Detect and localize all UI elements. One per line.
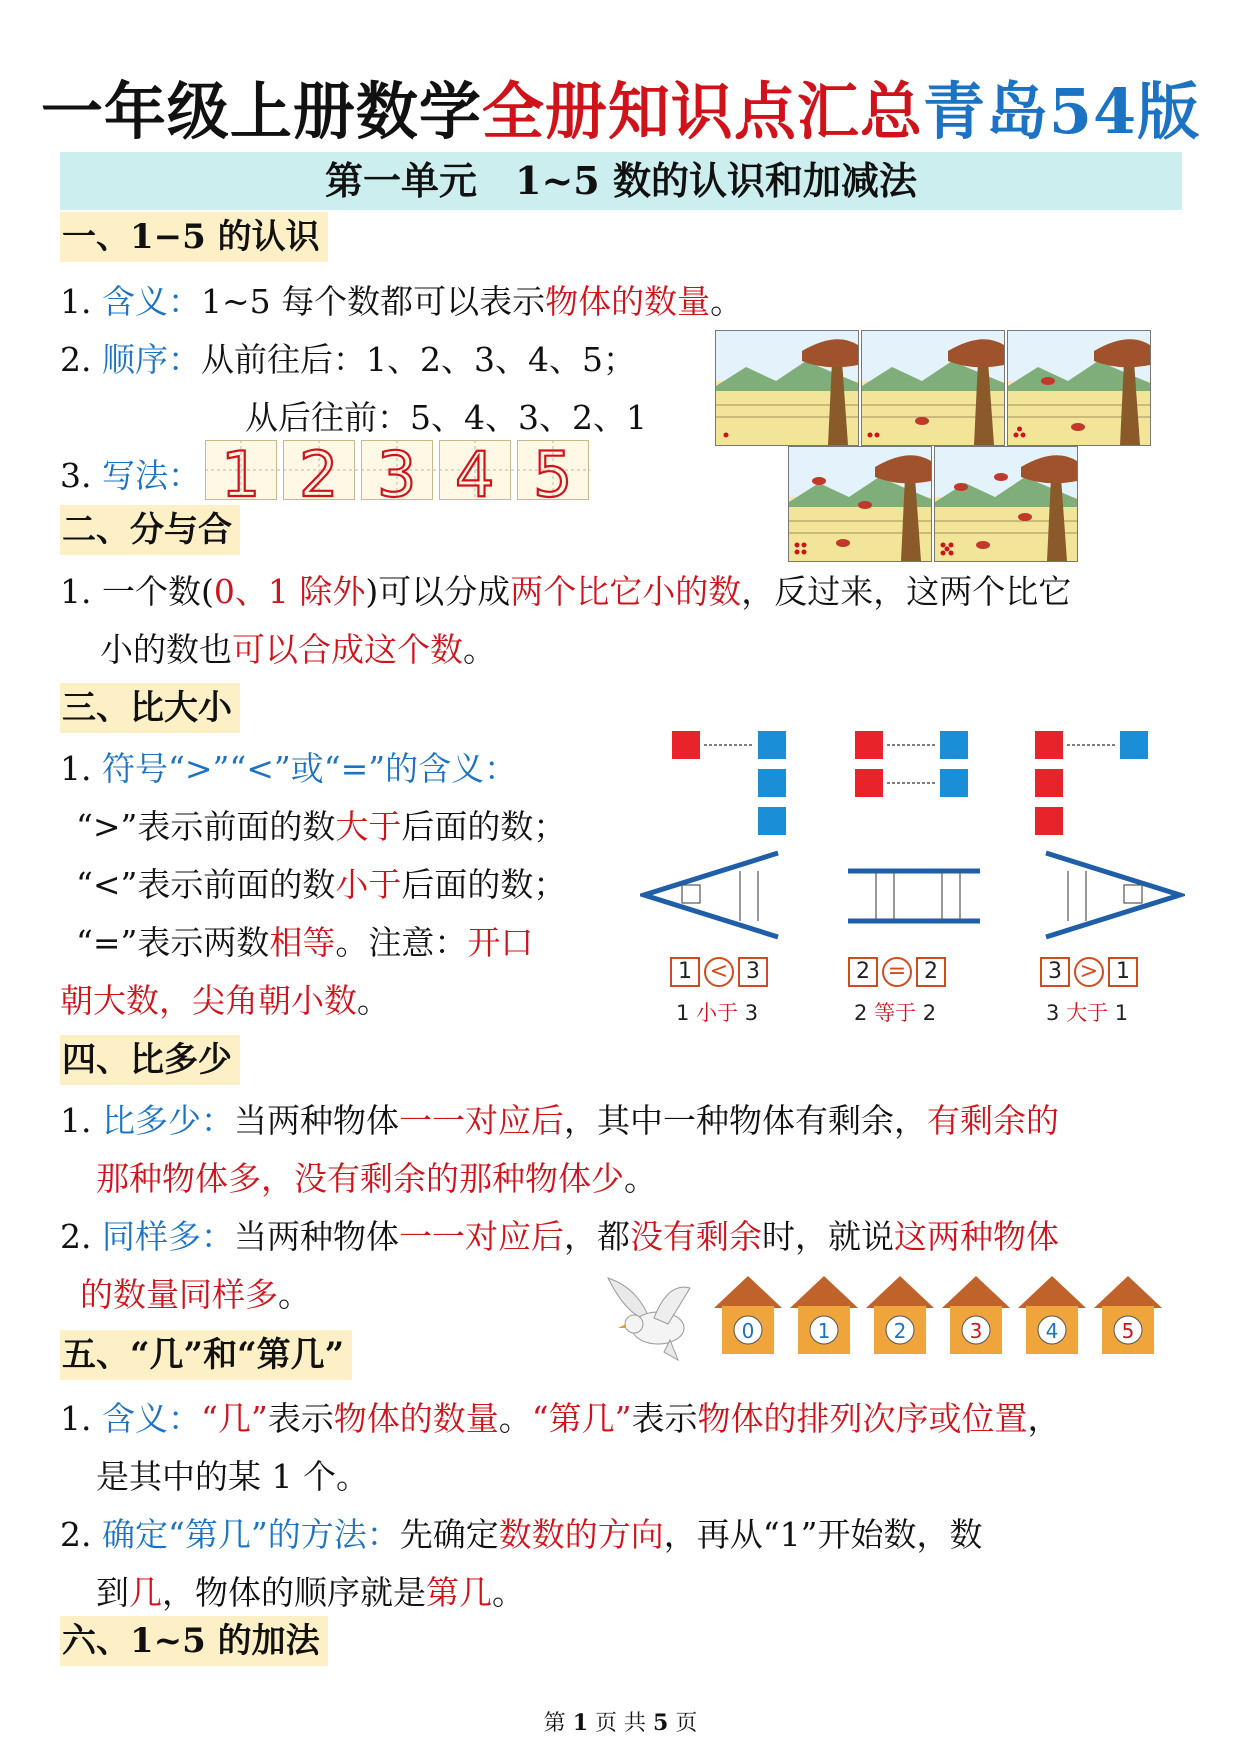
s5-line-2b: 到几，物体的顺序就是第几。 [96, 1573, 525, 1612]
compare-left-number: 1 [670, 957, 700, 987]
s3-line-1: 1. 符号“>”“<”或“=”的含义： [60, 749, 518, 788]
birdhouse [864, 1272, 936, 1358]
compare-diagrams [640, 725, 1185, 1030]
compare-left-number: 2 [848, 957, 878, 987]
section-heading-2: 二、分与合 [60, 505, 240, 555]
s4-line-2b: 的数量同样多。 [80, 1275, 311, 1314]
birdhouse-row [712, 1272, 1167, 1362]
birdhouse-number: 1 [817, 1319, 831, 1343]
section-heading-1: 一、1−5 的认识 [60, 212, 328, 262]
digit-2: 2 [299, 440, 339, 502]
birdhouse-number: 4 [1045, 1319, 1059, 1343]
s1-line-2b: 从后往前：5、4、3、2、1 [245, 398, 647, 437]
digit-writing-strip [205, 440, 595, 502]
compare-symbol: > [1074, 957, 1104, 987]
scene-illustration [861, 330, 1005, 446]
s4-line-2: 2. 同样多：当两种物体一一对应后，都没有剩余时，就说这两种物体 [60, 1217, 1059, 1256]
s5-line-1: 1. 含义：“几”表示物体的数量。“第几”表示物体的排列次序或位置， [60, 1399, 1061, 1438]
birdhouse [1092, 1272, 1164, 1358]
compare-left-number: 3 [1040, 957, 1070, 987]
counting-scenes [715, 330, 1155, 560]
birdhouse-number: 3 [969, 1319, 983, 1343]
birdhouse-number: 0 [741, 1319, 755, 1343]
birdhouse-number: 5 [1121, 1319, 1135, 1343]
compare-caption-3: 3 大于 1 [1046, 1001, 1129, 1025]
unit-heading-bar [60, 152, 1182, 210]
section-heading-6: 六、1~5 的加法 [60, 1616, 328, 1666]
s3-line-3: “<”表示前面的数小于后面的数； [76, 865, 567, 904]
s2-line-1: 1. 一个数(0、1 除外)可以分成两个比它小的数，反过来，这两个比它 [60, 572, 1072, 611]
digit-1: 1 [221, 440, 261, 502]
s2-line-1b: 小的数也可以合成这个数。 [100, 630, 496, 669]
section-heading-5: 五、“几”和“第几” [60, 1330, 352, 1380]
s3-line-2: “>”表示前面的数大于后面的数； [76, 807, 567, 846]
scene-illustration [715, 330, 859, 446]
s5-line-1b: 是其中的某 1 个。 [96, 1457, 369, 1496]
section-heading-4: 四、比多少 [60, 1035, 240, 1085]
scene-illustration [788, 446, 932, 562]
s4-line-1: 1. 比多少：当两种物体一一对应后，其中一种物体有剩余，有剩余的 [60, 1101, 1059, 1140]
s1-line-1: 1. 含义：1~5 每个数都可以表示物体的数量。 [60, 282, 744, 321]
compare-right-number: 1 [1108, 957, 1138, 987]
unit-heading: 第一单元 1~5 数的认识和加减法 [325, 158, 917, 203]
s3-line-4: “=”表示两数相等。注意：开口 [76, 923, 534, 962]
compare-right-number: 2 [916, 957, 946, 987]
s1-line-2: 2. 顺序：从前往后：1、2、3、4、5； [60, 340, 636, 379]
digit-3: 3 [377, 440, 417, 502]
birdhouse [712, 1272, 784, 1358]
compare-right-number: 3 [738, 957, 768, 987]
compare-symbol: < [704, 957, 734, 987]
page-footer: 第 1 页 共 5 页 [543, 1710, 698, 1736]
scene-illustration [1007, 330, 1151, 446]
birdhouse [940, 1272, 1012, 1358]
s3-line-5: 朝大数，尖角朝小数。 [60, 981, 390, 1020]
compare-caption-1: 1 小于 3 [676, 1001, 759, 1025]
s4-line-1b: 那种物体多，没有剩余的那种物体少。 [96, 1159, 657, 1198]
birdhouse [788, 1272, 860, 1358]
title-part3: 青岛54版 [922, 75, 1201, 148]
title-part2: 全册知识点汇总 [481, 75, 923, 148]
section-heading-3: 三、比大小 [60, 683, 240, 733]
page-total: 5 [653, 1710, 669, 1736]
page-title [0, 62, 1241, 151]
compare-caption-2: 2 等于 2 [854, 1001, 937, 1025]
digit-5: 5 [533, 440, 573, 502]
compare-symbol: = [882, 957, 912, 987]
birdhouse [1016, 1272, 1088, 1358]
s5-line-2: 2. 确定“第几”的方法：先确定数数的方向，再从“1”开始数，数 [60, 1515, 983, 1554]
scene-illustration [934, 446, 1078, 562]
title-part1: 一年级上册数学 [40, 75, 482, 148]
dove-illustration [598, 1258, 694, 1368]
s1-line-3: 3. 写法： [60, 456, 201, 495]
digit-strokes [205, 440, 595, 502]
page-number: 1 [572, 1710, 588, 1736]
digit-4: 4 [455, 440, 495, 502]
birdhouse-number: 2 [893, 1319, 907, 1343]
